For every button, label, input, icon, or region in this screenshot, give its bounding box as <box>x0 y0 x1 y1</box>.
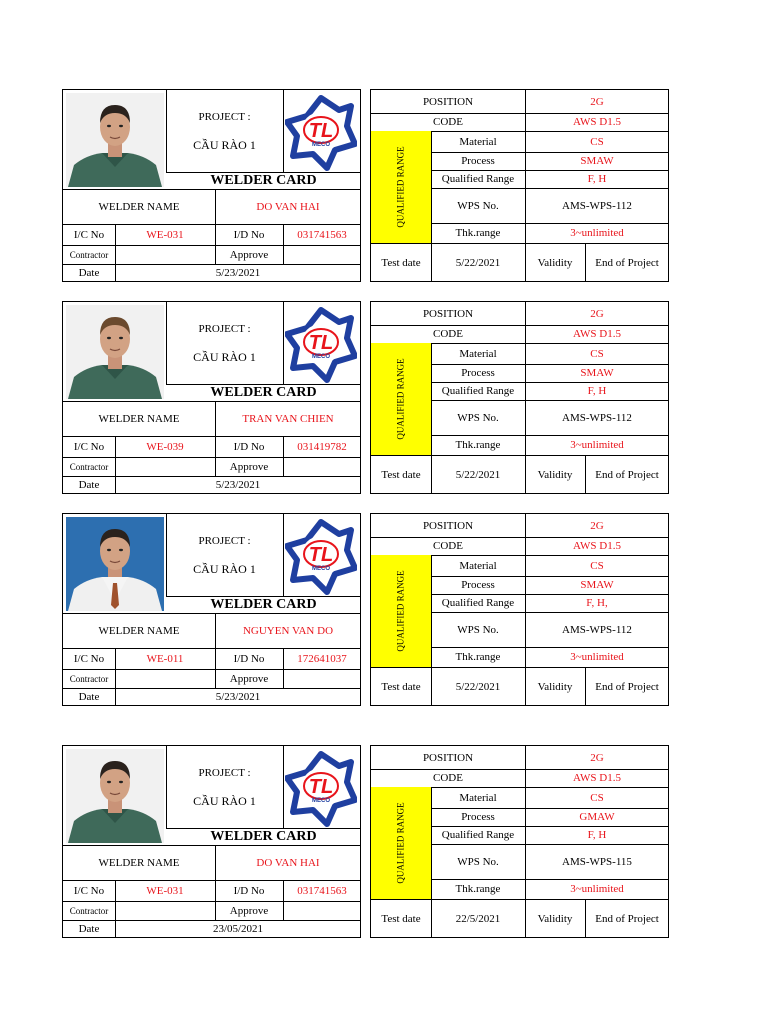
position-label: POSITION <box>422 519 474 532</box>
project-name: CẦU RÀO 1 <box>193 793 256 808</box>
welder-name-label: WELDER NAME <box>98 624 180 637</box>
welder-card-title: WELDER CARD <box>210 596 317 612</box>
process-value: SMAW <box>580 155 614 167</box>
ic-no-label: I/C No <box>73 652 105 665</box>
logo-meco-text: MECO <box>312 142 330 148</box>
contractor-label: Contractor <box>69 905 109 916</box>
qualified-range-band <box>371 555 431 667</box>
date-label: Date <box>78 267 100 279</box>
date-value: 23/05/2021 <box>212 923 264 935</box>
qualified-range-band <box>371 343 431 455</box>
contractor-label: Contractor <box>69 461 109 472</box>
welder-card-title: WELDER CARD <box>210 172 317 188</box>
position-value: 2G <box>590 751 604 764</box>
ic-no-value: WE-011 <box>146 652 184 665</box>
process-label: Process <box>461 811 495 823</box>
date-value: 5/23/2021 <box>215 267 261 279</box>
test-date-label: Test date <box>381 256 421 269</box>
welder-photo <box>66 517 164 611</box>
project-name: CẦU RÀO 1 <box>193 349 256 364</box>
code-value: AWS D1.5 <box>572 116 621 128</box>
process-value: SMAW <box>580 367 614 379</box>
code-label: CODE <box>433 328 463 340</box>
qualified-range-label: Qualified Range <box>441 385 515 397</box>
welder-card-front <box>62 89 361 282</box>
company-logo <box>285 750 357 828</box>
company-logo <box>285 94 357 172</box>
welder-card-title: WELDER CARD <box>210 828 317 844</box>
material-value: CS <box>590 559 604 572</box>
project-label: PROJECT : <box>198 535 251 547</box>
material-label: Material <box>459 559 497 572</box>
id-no-value: 031741563 <box>297 884 347 897</box>
position-label: POSITION <box>422 751 474 764</box>
project-name: CẦU RÀO 1 <box>193 137 256 152</box>
qualified-range-value: F, H <box>587 829 607 841</box>
code-value: AWS D1.5 <box>572 772 621 784</box>
id-no-value: 031419782 <box>297 440 347 453</box>
qualified-range-band <box>371 131 431 243</box>
logo-tl-text: TL <box>308 776 334 798</box>
welder-name-label: WELDER NAME <box>98 200 180 213</box>
project-name: CẦU RÀO 1 <box>193 561 256 576</box>
contractor-label: Contractor <box>69 673 109 684</box>
company-logo <box>285 518 357 596</box>
validity-value: End of Project <box>595 468 659 481</box>
approve-label: Approve <box>229 248 269 261</box>
welder-card-front <box>62 745 361 938</box>
date-value: 5/23/2021 <box>215 479 261 491</box>
date-label: Date <box>78 479 100 491</box>
process-label: Process <box>461 155 495 167</box>
date-value: 5/23/2021 <box>215 691 261 703</box>
thk-range-value: 3~unlimited <box>570 439 624 451</box>
company-logo <box>285 306 357 384</box>
ic-no-value: WE-031 <box>146 884 184 897</box>
qualified-range-label: Qualified Range <box>441 173 515 185</box>
date-label: Date <box>78 923 100 935</box>
test-date-value: 22/5/2021 <box>455 912 501 925</box>
wps-no-value: AMS-WPS-112 <box>562 623 632 636</box>
welder-name-value: DO VAN HAI <box>256 200 320 213</box>
wps-no-value: AMS-WPS-112 <box>562 411 632 424</box>
qualified-range-value: F, H <box>587 385 607 397</box>
wps-no-label: WPS No. <box>457 855 499 868</box>
material-value: CS <box>590 135 604 148</box>
welder-name-value: TRAN VAN CHIEN <box>242 412 334 425</box>
contractor-label: Contractor <box>69 249 109 260</box>
thk-range-label: Thk.range <box>455 439 501 451</box>
test-date-label: Test date <box>381 468 421 481</box>
welder-photo <box>66 749 164 843</box>
wps-no-value: AMS-WPS-112 <box>562 199 632 212</box>
id-no-value: 031741563 <box>297 228 347 241</box>
approve-label: Approve <box>229 904 269 917</box>
qualified-range-value: F, H <box>587 173 607 185</box>
material-value: CS <box>590 347 604 360</box>
id-no-label: I/D No <box>233 652 265 665</box>
position-value: 2G <box>590 519 604 532</box>
logo-tl-text: TL <box>308 332 334 354</box>
welder-name-label: WELDER NAME <box>98 412 180 425</box>
approve-label: Approve <box>229 460 269 473</box>
qualified-range-band <box>371 787 431 899</box>
thk-range-value: 3~unlimited <box>570 227 624 239</box>
material-label: Material <box>459 135 497 148</box>
material-label: Material <box>459 791 497 804</box>
ic-no-label: I/C No <box>73 440 105 453</box>
position-value: 2G <box>590 95 604 108</box>
welder-photo <box>66 305 164 399</box>
project-label: PROJECT : <box>198 111 251 123</box>
welder-name-value: NGUYEN VAN DO <box>242 624 334 637</box>
test-date-value: 5/22/2021 <box>455 680 501 693</box>
id-no-label: I/D No <box>233 884 265 897</box>
ic-no-value: WE-031 <box>146 228 184 241</box>
qualified-range-value: F, H, <box>586 597 608 609</box>
qualified-range-vertical-label: QUALIFIED RANGE <box>396 570 406 652</box>
id-no-value: 172641037 <box>297 652 347 665</box>
welder-photo <box>66 93 164 187</box>
process-label: Process <box>461 367 495 379</box>
welder-card-back <box>370 745 669 938</box>
thk-range-label: Thk.range <box>455 883 501 895</box>
qualified-range-label: Qualified Range <box>441 597 515 609</box>
test-date-value: 5/22/2021 <box>455 468 501 481</box>
material-value: CS <box>590 791 604 804</box>
position-value: 2G <box>590 307 604 320</box>
welder-card-front <box>62 513 361 706</box>
validity-value: End of Project <box>595 680 659 693</box>
id-no-label: I/D No <box>233 228 265 241</box>
process-label: Process <box>461 579 495 591</box>
logo-meco-text: MECO <box>312 798 330 804</box>
thk-range-label: Thk.range <box>455 227 501 239</box>
test-date-value: 5/22/2021 <box>455 256 501 269</box>
position-label: POSITION <box>422 95 474 108</box>
date-label: Date <box>78 691 100 703</box>
code-value: AWS D1.5 <box>572 328 621 340</box>
thk-range-value: 3~unlimited <box>570 651 624 663</box>
ic-no-label: I/C No <box>73 884 105 897</box>
process-value: SMAW <box>580 579 614 591</box>
validity-label: Validity <box>537 680 573 693</box>
wps-no-label: WPS No. <box>457 623 499 636</box>
process-value: GMAW <box>579 811 615 823</box>
code-label: CODE <box>433 540 463 552</box>
qualified-range-vertical-label: QUALIFIED RANGE <box>396 802 406 884</box>
validity-label: Validity <box>537 468 573 481</box>
welder-card-title: WELDER CARD <box>210 384 317 400</box>
logo-meco-text: MECO <box>312 354 330 360</box>
qualified-range-label: Qualified Range <box>441 829 515 841</box>
wps-no-value: AMS-WPS-115 <box>562 855 632 868</box>
welder-name-value: DO VAN HAI <box>256 856 320 869</box>
welder-card-back <box>370 89 669 282</box>
wps-no-label: WPS No. <box>457 411 499 424</box>
project-label: PROJECT : <box>198 767 251 779</box>
logo-tl-text: TL <box>308 120 334 142</box>
welder-card-back <box>370 301 669 494</box>
code-label: CODE <box>433 116 463 128</box>
logo-tl-text: TL <box>308 544 334 566</box>
logo-meco-text: MECO <box>312 566 330 572</box>
thk-range-label: Thk.range <box>455 651 501 663</box>
wps-no-label: WPS No. <box>457 199 499 212</box>
validity-label: Validity <box>537 256 573 269</box>
code-value: AWS D1.5 <box>572 540 621 552</box>
validity-value: End of Project <box>595 912 659 925</box>
ic-no-label: I/C No <box>73 228 105 241</box>
qualified-range-vertical-label: QUALIFIED RANGE <box>396 358 406 440</box>
id-no-label: I/D No <box>233 440 265 453</box>
welder-name-label: WELDER NAME <box>98 856 180 869</box>
ic-no-value: WE-039 <box>146 440 184 453</box>
validity-value: End of Project <box>595 256 659 269</box>
test-date-label: Test date <box>381 912 421 925</box>
code-label: CODE <box>433 772 463 784</box>
approve-label: Approve <box>229 672 269 685</box>
validity-label: Validity <box>537 912 573 925</box>
welder-card-back <box>370 513 669 706</box>
material-label: Material <box>459 347 497 360</box>
project-label: PROJECT : <box>198 323 251 335</box>
test-date-label: Test date <box>381 680 421 693</box>
position-label: POSITION <box>422 307 474 320</box>
thk-range-value: 3~unlimited <box>570 883 624 895</box>
welder-card-front <box>62 301 361 494</box>
qualified-range-vertical-label: QUALIFIED RANGE <box>396 146 406 228</box>
